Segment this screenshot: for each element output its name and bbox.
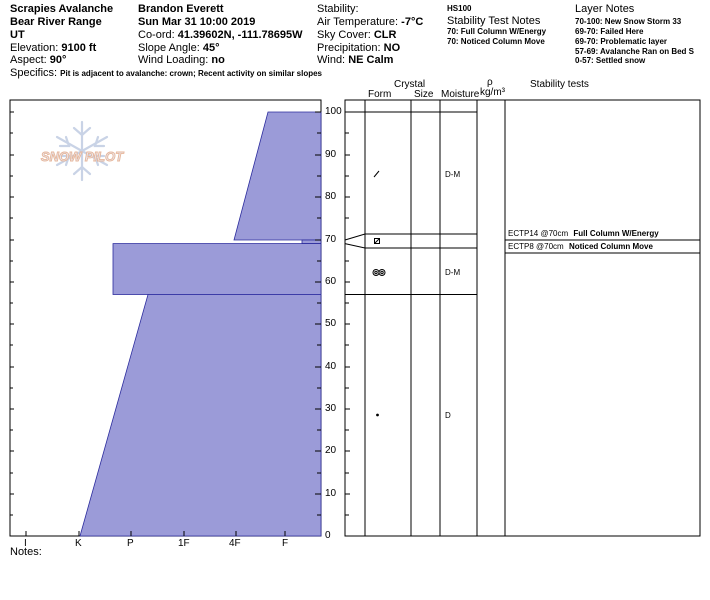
moisture-value: D-M [445,268,461,277]
layer-notes-title: Layer Notes [575,3,635,15]
depth-tick-label: 50 [325,318,337,329]
stability-note: 70: Full Column W/Energy [447,27,547,36]
hardness-tick-label: P [127,538,134,549]
hardness-tick-label: 4F [229,538,241,549]
stability-result-code: ECTP8 @70cm [508,242,564,251]
coord-label: Co-ord: [138,29,175,41]
depth-tick-label: 100 [325,106,342,117]
density-rho-header: ρ [487,77,493,88]
depth-tick-label: 60 [325,276,337,287]
hardness-tick-label: F [282,538,289,549]
depth-tick-label: 80 [325,191,337,202]
stability-tests-header: Stability tests [530,79,589,90]
depth-tick-label: 70 [325,234,337,245]
depth-tick-label: 30 [325,403,337,414]
layer-table-columns [365,100,505,536]
depth-tick-label: 90 [325,149,337,160]
wind-label: Wind: [317,54,346,66]
moisture-value: D-M [445,170,461,179]
hardness-layer [302,240,321,244]
depth-tick-label: 10 [325,488,337,499]
snow-height: HS100 [447,4,472,13]
hardness-layer [80,295,321,537]
layer-note: 70-100: New Snow Storm 33 [575,17,682,26]
hardness-tick-label: K [75,538,82,549]
density-unit-header: kg/m³ [480,87,505,98]
datetime: Sun Mar 31 10:00 2019 [138,16,256,28]
notes-label: Notes: [10,546,42,558]
specifics-value: Pit is adjacent to avalanche: crown; Recent activity on similar slopes [60,69,323,78]
size-header: Size [414,89,434,100]
slope-label: Slope Angle: [138,42,200,54]
stability-result-code: ECTP14 @70cm [508,229,569,238]
depth-ticks-left-edge [10,112,14,515]
stability-result-note: Noticed Column Move [568,242,653,251]
state: UT [10,29,25,41]
stability-result-row [508,243,653,251]
stability-test-notes-title: Stability Test Notes [447,15,541,27]
hardness-tick-label: 1F [178,538,190,549]
small-grain-icon [377,414,379,416]
stability-result-row [508,230,659,238]
precipitation-particle-icon [374,171,379,177]
aspect-value: 90° [49,54,67,66]
wind-loading-label: Wind Loading: [138,54,209,66]
stability-note: 70: Noticed Column Move [447,37,545,46]
snowpilot-logo-text: SNOW PILOT [40,149,124,164]
sky-label: Sky Cover: [317,29,371,41]
layer-boundaries [345,112,700,295]
layer-note: 69-70: Problematic layer [575,37,668,46]
hardness-layers [80,112,321,536]
wind-value: NE Calm [348,54,394,66]
form-header: Form [368,89,392,100]
sky-value: CLR [373,29,397,41]
layer-note: 57-69: Avalanche Ran on Bed S [575,47,694,56]
depth-ticks-right [345,133,350,515]
layer-note: 69-70: Failed Here [575,27,644,36]
pit-title: Scrapies Avalanche [10,3,114,15]
specifics-label: Specifics: [10,67,58,79]
slope-value: 45° [202,42,220,54]
elevation-value: 9100 ft [61,42,97,54]
air-temp-value: -7°C [401,16,424,28]
precip-value: NO [383,42,401,54]
moisture-header: Moisture [441,89,480,100]
hardness-layer [113,244,321,295]
stability-result-note: Full Column W/Energy [573,229,659,238]
stability-label: Stability: [317,3,359,15]
precip-label: Precipitation: [317,42,381,54]
depth-tick-label: 40 [325,361,337,372]
coord-value: 41.39602N, -111.78695W [177,29,303,41]
crystal-form-symbols [373,171,385,416]
crystal-header: Crystal [394,79,426,90]
layer-table-frame [345,100,700,536]
moisture-value: D [445,411,451,420]
hardness-layer [234,112,321,240]
depth-tick-label: 20 [325,445,337,456]
aspect-label: Aspect: [10,54,47,66]
layer-note: 0-57: Settled snow [575,56,646,65]
hardness-tick-label: I [24,538,27,549]
wind-loading-value: no [211,54,225,66]
air-temp-label: Air Temperature: [317,16,399,28]
mountain-range: Bear River Range [10,16,102,28]
depth-tick-label: 0 [325,530,331,541]
elevation-label: Elevation: [10,42,59,54]
rounded-grain-icon [373,270,379,276]
observer: Brandon Everett [138,3,224,15]
